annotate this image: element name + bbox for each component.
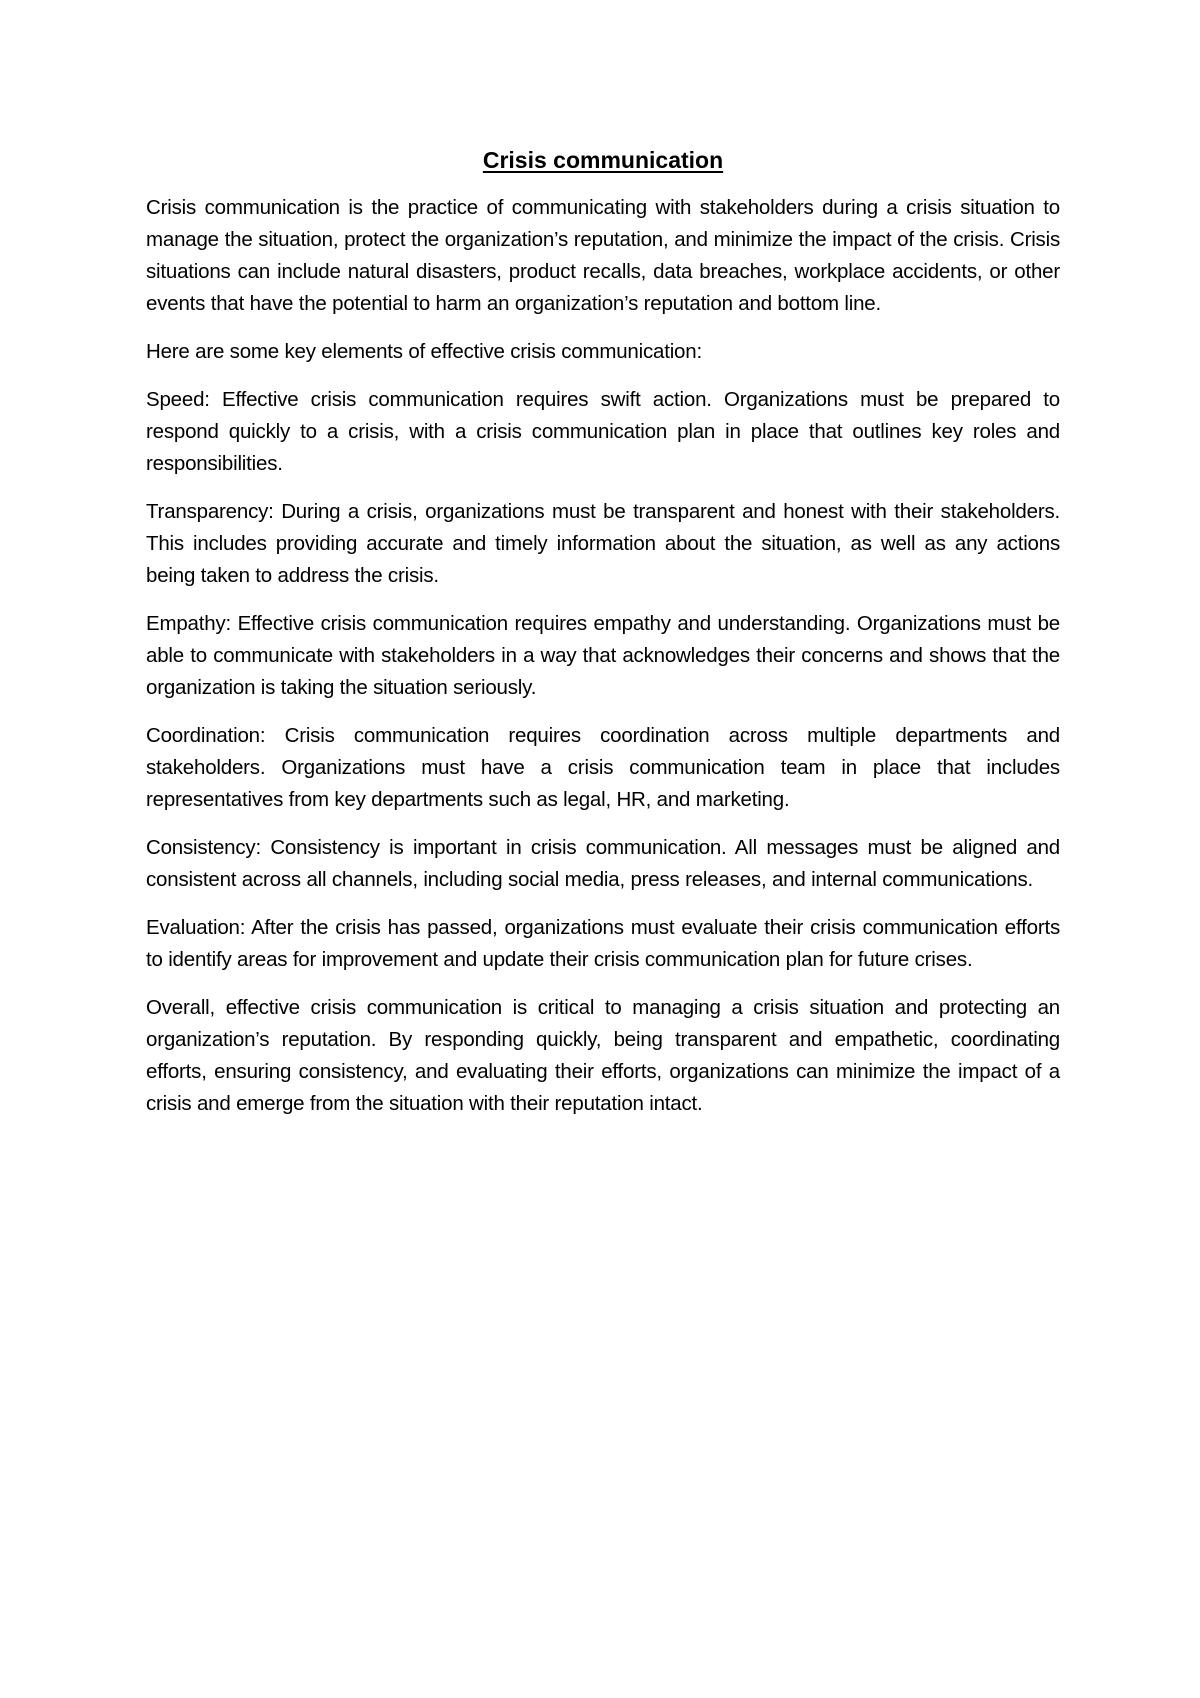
key-elements-intro: Here are some key elements of effective crisis communication: — [146, 340, 702, 363]
conclusion-paragraph: Overall, effective crisis communication is critical to managing a crisis situation and protecting an organization’s reputation. By responding quickly, being transparent and empathetic, coordinating efforts, ensuring consistency, and evaluating their efforts, organizations can minimize the impact of a crisis and emerge from the situation with their reputation intact. — [146, 996, 1060, 1115]
evaluation-paragraph: Evaluation: After the crisis has passed, organizations must evaluate their crisis communication efforts to identify areas for improvement and update their crisis communication plan for future crises. — [146, 916, 1060, 971]
consistency-paragraph: Consistency: Consistency is important in crisis communication. All messages must be aligned and consistent across all channels, including social media, press releases, and internal communications. — [146, 836, 1060, 891]
transparency-paragraph: Transparency: During a crisis, organizations must be transparent and honest with their stakeholders. This includes providing accurate and timely information about the situation, as well as any actions being taken to address the crisis. — [146, 500, 1060, 587]
intro-paragraph: Crisis communication is the practice of communicating with stakeholders during a crisis situation to manage the situation, protect the organization’s reputation, and minimize the impact of the crisis. Crisis situations can include natural disasters, product recalls, data breaches, workplace accidents, or other events that have the potential to harm an organization’s reputation and bottom line. — [146, 196, 1060, 315]
speed-paragraph: Speed: Effective crisis communication requires swift action. Organizations must be prepared to respond quickly to a crisis, with a crisis communication plan in place that outlines key roles and responsibilities. — [146, 388, 1060, 475]
document-title: Crisis communication — [482, 147, 724, 173]
coordination-paragraph: Coordination: Crisis communication requires coordination across multiple departments and stakeholders. Organizations must have a crisis communication team in place that includes representatives from key departments such as legal, HR, and marketing. — [146, 724, 1060, 811]
empathy-paragraph: Empathy: Effective crisis communication requires empathy and understanding. Organizations must be able to communicate with stakeholders in a way that acknowledges their concerns and shows that the organization is taking the situation seriously. — [146, 612, 1060, 699]
document-body — [146, 144, 1060, 1136]
